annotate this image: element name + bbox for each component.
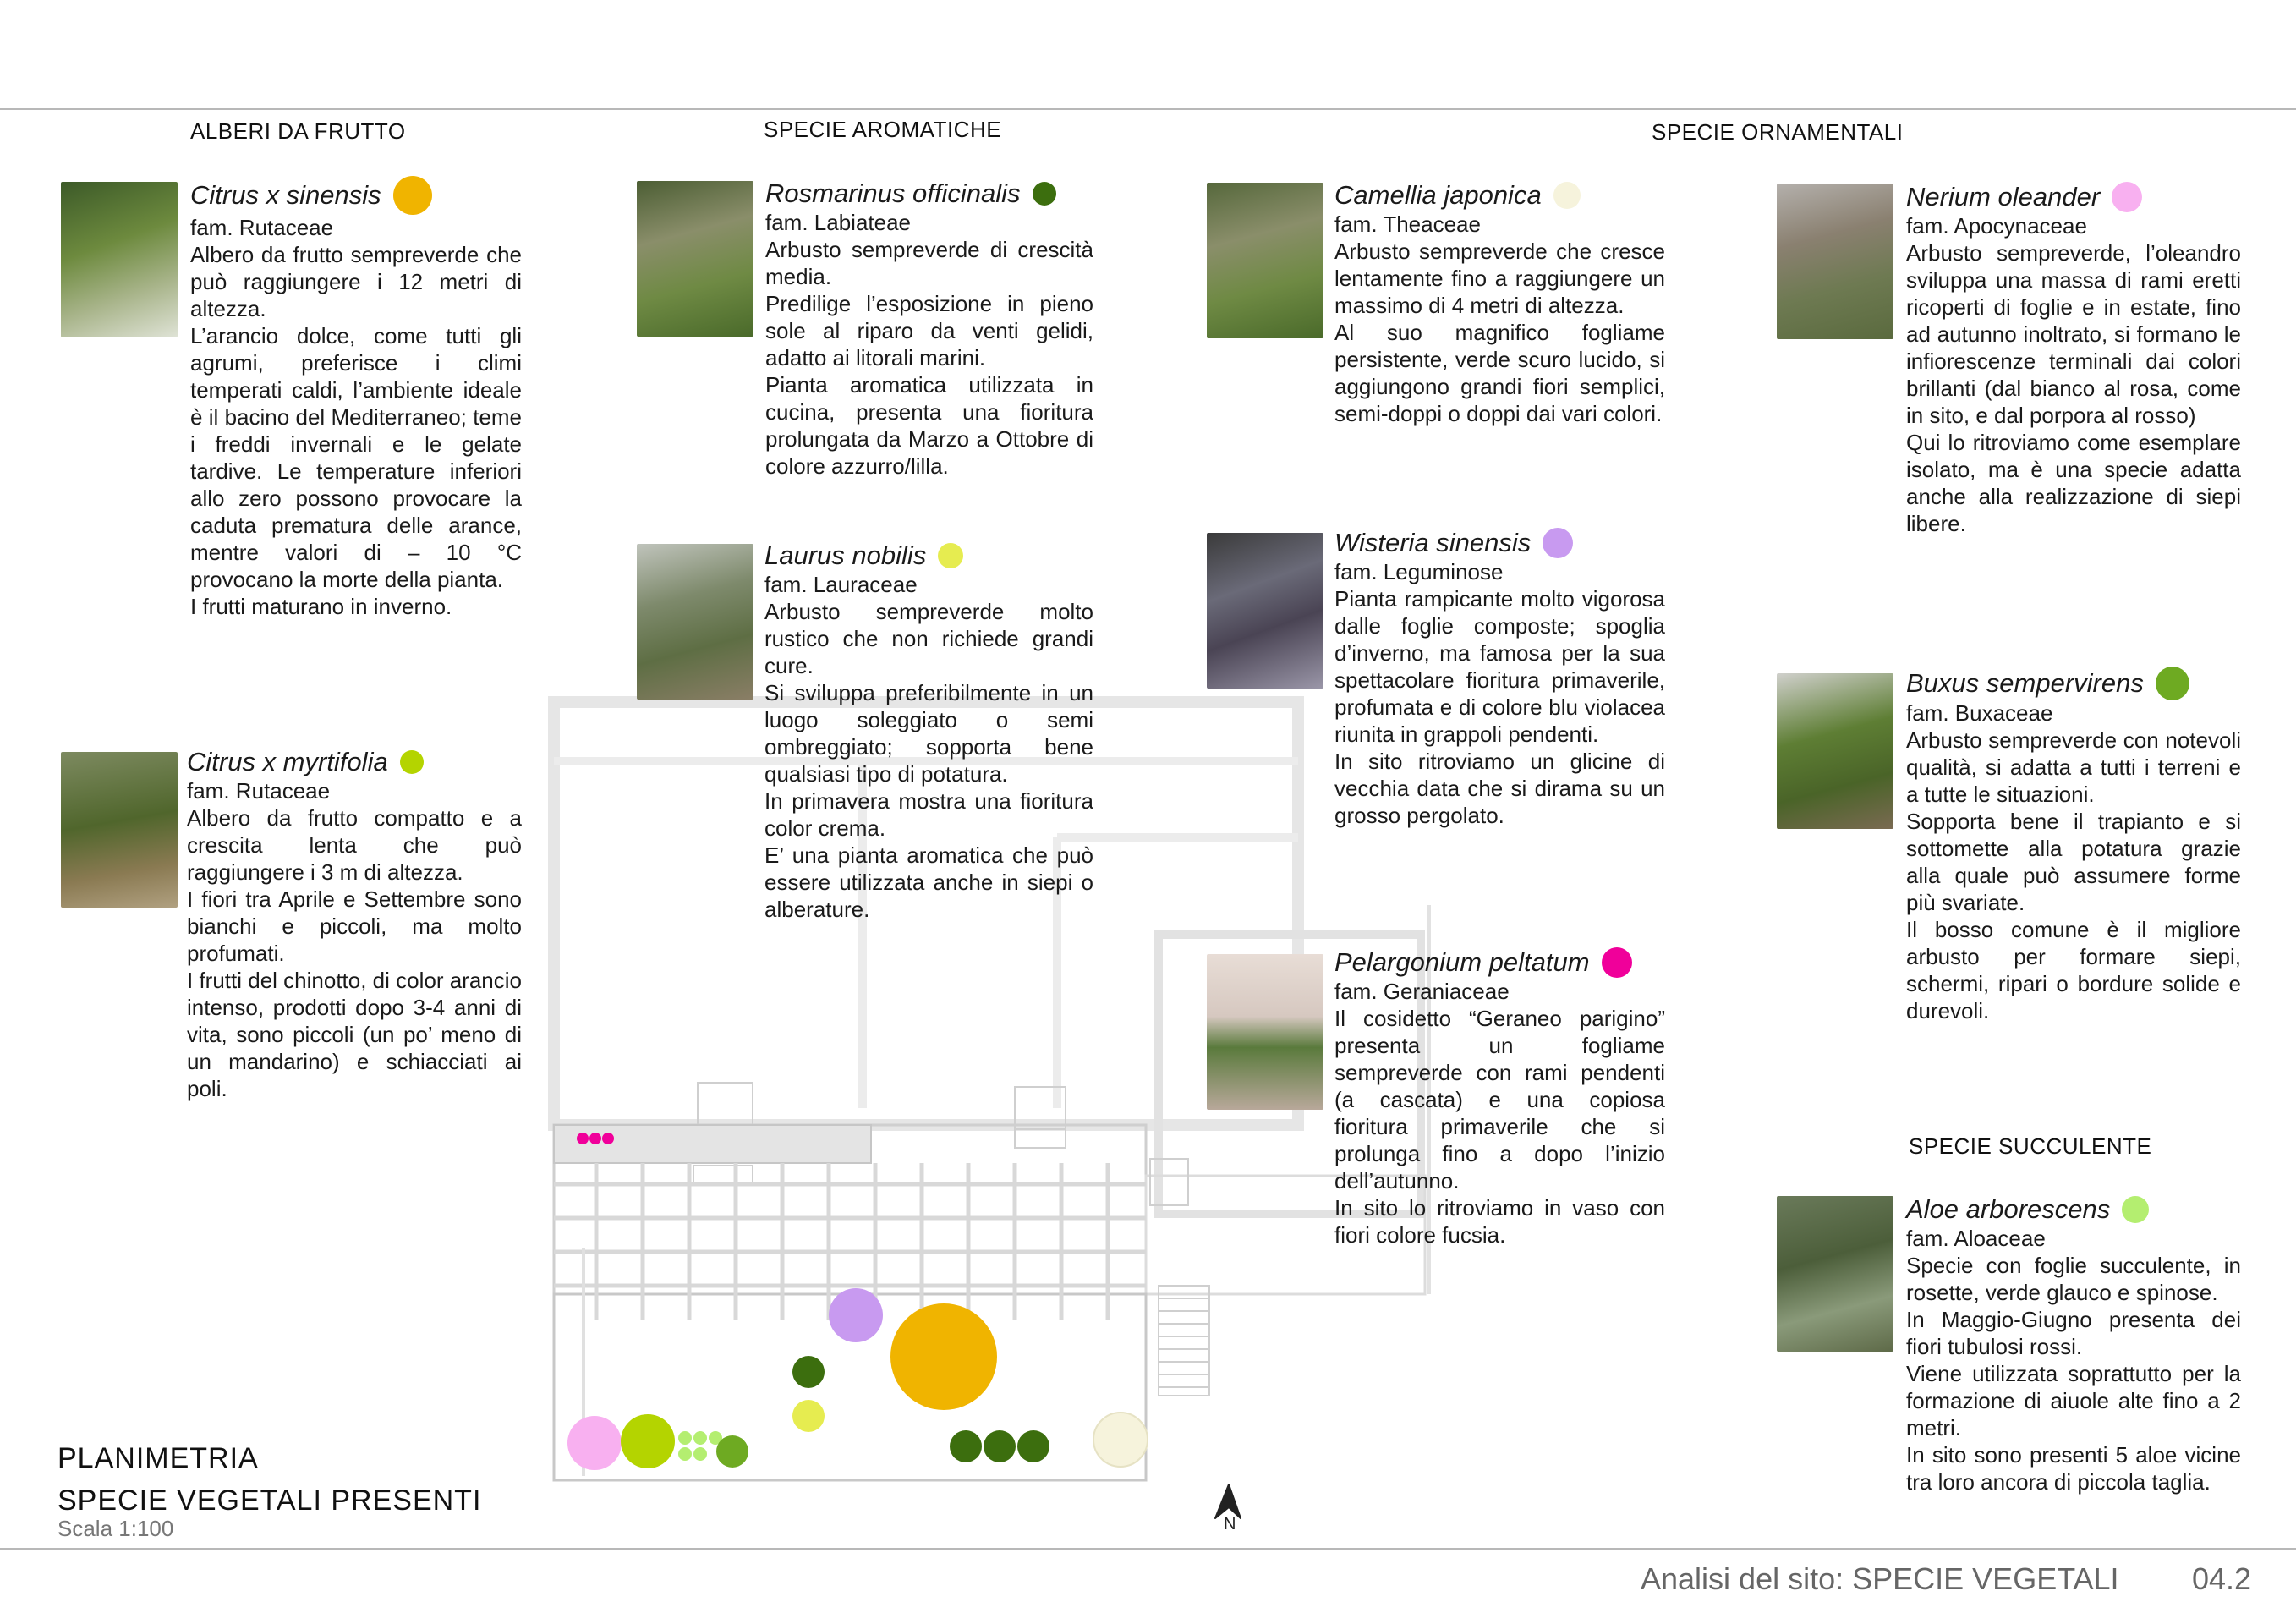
species-name: Buxus sempervirens bbox=[1906, 667, 2241, 700]
photo-citrus-sinensis bbox=[61, 182, 178, 337]
species-description: Arbusto sempreverde con notevoli qualità, si adatta a tutti i terreni e a tutte le situazioni. Sopporta bene il trapianto e si sottomette alla potatura grazie alla quale può assumere forme più svariate. Il bosso comune è il migliore arbusto per formare siepi, schermi, ripari o bordure solide e durevoli. bbox=[1906, 727, 2241, 1023]
entry-nerium bbox=[1906, 181, 2241, 537]
photo-wisteria bbox=[1207, 533, 1323, 689]
north-arrow-icon bbox=[1215, 1484, 1241, 1518]
entry-citrus-myrtifolia bbox=[187, 746, 522, 1102]
species-family: fam. Theaceae bbox=[1334, 211, 1481, 237]
species-description: Arbusto sempreverde che cresce lentamente fino a raggiungere un massimo di 4 metri di altezza. Al suo magnifico fogliame persistente, verde scuro lucido, si aggiungono grandi fiori semplici, semi-doppi o doppi dai vari colori. bbox=[1334, 239, 1665, 426]
species-name: Laurus nobilis bbox=[764, 540, 1093, 572]
species-name: Citrus x sinensis bbox=[190, 176, 522, 215]
color-dot-icon bbox=[400, 750, 424, 774]
color-dot-icon bbox=[2156, 667, 2189, 700]
photo-nerium bbox=[1777, 184, 1893, 339]
photo-pelargonium bbox=[1207, 954, 1323, 1110]
plan-title: PLANIMETRIA bbox=[58, 1442, 259, 1474]
entry-wisteria bbox=[1334, 527, 1665, 829]
plan-citrus-sinensis bbox=[890, 1303, 997, 1410]
photo-buxus bbox=[1777, 673, 1893, 829]
entry-laurus bbox=[764, 540, 1093, 923]
footer-label: Analisi del sito: SPECIE VEGETALI bbox=[1641, 1561, 2119, 1596]
species-family: fam. Apocynaceae bbox=[1906, 213, 2087, 239]
color-dot-icon bbox=[2122, 1196, 2149, 1223]
plan-laurus bbox=[792, 1400, 825, 1432]
species-description: Arbusto sempreverde di crescità media. Predilige l’esposizione in pieno sole al riparo da venti gelidi, adatto ai litorali marini. Pianta aromatica utilizzata in cucina, presenta una fioritura prolungata da Marzo a Ottobre di colore azzurro/lilla. bbox=[765, 237, 1093, 479]
species-description: Arbusto sempreverde molto rustico che non richiede grandi cure. Si sviluppa preferibilmente in un luogo soleggiato o semi ombreggiato; sopporta bene qualsiasi tipo di potatura. In primavera mostra una fioritura color crema. E’ una pianta aromatica che può essere utilizzata anche in siepi o alberature. bbox=[764, 599, 1093, 922]
color-dot-icon bbox=[1602, 947, 1632, 978]
species-family: fam. Leguminose bbox=[1334, 559, 1504, 584]
species-description: Albero da frutto compatto e a crescita lenta che può raggiungere i 3 m di altezza. I fiori tra Aprile e Settembre sono bianchi e piccoli, ma molto profumati. I frutti del chinotto, di color arancio intenso, prodotti dopo 3-4 anni di vita, sono piccoli (un po’ meno di un mandarino) e schiacciati ai poli. bbox=[187, 805, 522, 1101]
plan-citrus-myrtifolia bbox=[621, 1414, 675, 1468]
species-name: Pelargonium peltatum bbox=[1334, 946, 1665, 979]
plan-buxus bbox=[716, 1435, 748, 1468]
entry-rosmarinus bbox=[765, 178, 1093, 480]
color-dot-icon bbox=[2112, 182, 2142, 212]
plan-pelargonium bbox=[577, 1133, 589, 1144]
species-family: fam. Rutaceae bbox=[190, 215, 334, 240]
species-family: fam. Lauraceae bbox=[764, 572, 918, 597]
plan-camellia bbox=[1093, 1413, 1148, 1467]
photo-aloe bbox=[1777, 1196, 1893, 1352]
species-name: Citrus x myrtifolia bbox=[187, 746, 522, 778]
species-family: fam. Geraniaceae bbox=[1334, 979, 1510, 1004]
photo-camellia bbox=[1207, 183, 1323, 338]
plan-scale: Scala 1:100 bbox=[58, 1516, 174, 1541]
species-name: Wisteria sinensis bbox=[1334, 527, 1665, 559]
header-succulent: SPECIE SUCCULENTE bbox=[1909, 1133, 2152, 1159]
page-number: 04.2 bbox=[2192, 1561, 2252, 1596]
species-description: Il cosidetto “Geraneo parigino” presenta un fogliame sempreverde con rami pendenti (a cascata) e una copiosa fioritura primaverile che si prolunga fino a dopo l’inizio dell’autunno. In sito lo ritroviamo in vaso con fiori colore fucsia. bbox=[1334, 1006, 1665, 1248]
species-family: fam. Buxaceae bbox=[1906, 700, 2053, 726]
species-description: Albero da frutto sempreverde che può raggiungere i 12 metri di altezza. L’arancio dolce, come tutti gli agrumi, preferisce i climi temperati caldi, l’ambiente ideale è il bacino del Mediterraneo; teme i freddi invernali e le gelate tardive. Le temperature inferiori allo zero possono provocare la caduta prematura delle arance, mentre valori di – 10 °C provocano la morte della pianta. I frutti maturano in inverno. bbox=[190, 242, 522, 619]
species-description: Arbusto sempreverde, l’oleandro sviluppa una massa di rami eretti ricoperti di foglie e in estate, fino ad autunno inoltrato, si formano le infiorescenze terminali dai colori brillanti (dal bianco al rosa, come in sito, e dal porpora al rosso) Qui lo ritroviamo come esemplare isolato, ma è una specie adatta anche alla realizzazione di siepi libere. bbox=[1906, 240, 2241, 536]
photo-rosmarinus bbox=[637, 181, 753, 337]
color-dot-icon bbox=[938, 543, 963, 568]
species-name: Camellia japonica bbox=[1334, 179, 1665, 211]
header-aromatic: SPECIE AROMATICHE bbox=[764, 117, 1002, 142]
photo-citrus-myrtifolia bbox=[61, 752, 178, 908]
species-family: fam. Aloaceae bbox=[1906, 1226, 2046, 1251]
north-label: N bbox=[1224, 1515, 1236, 1533]
species-name: Nerium oleander bbox=[1906, 181, 2241, 213]
species-description: Pianta rampicante molto vigorosa dalle foglie composte; spoglia d’inverno, ma famosa per la sua spettacolare fioritura primaverile, profumata e di colore blu violacea riunita in grappoli pendenti. In sito ritroviamo un glicine di vecchia data che si dirama su un grosso pergolato. bbox=[1334, 586, 1665, 828]
color-dot-icon bbox=[1553, 182, 1581, 209]
plan-subtitle: SPECIE VEGETALI PRESENTI bbox=[58, 1484, 482, 1517]
species-description: Specie con foglie succulente, in rosette, verde glauco e spinose. In Maggio-Giugno presenta dei fiori tubulosi rossi. Viene utilizzata soprattutto per la formazione di aiuole alte fino a 2 metri. In sito sono presenti 5 aloe vicine tra loro ancora di piccola taglia. bbox=[1906, 1253, 2241, 1495]
species-name: Rosmarinus officinalis bbox=[765, 178, 1093, 210]
header-ornamental: SPECIE ORNAMENTALI bbox=[1652, 119, 1904, 145]
entry-camellia bbox=[1334, 179, 1665, 427]
entry-pelargonium bbox=[1334, 946, 1665, 1248]
plan-nerium bbox=[567, 1416, 622, 1470]
plan-rosmarinus bbox=[792, 1356, 825, 1388]
color-dot-icon bbox=[393, 176, 432, 215]
species-name: Aloe arborescens bbox=[1906, 1193, 2241, 1226]
color-dot-icon bbox=[1543, 528, 1573, 558]
species-family: fam. Rutaceae bbox=[187, 778, 331, 804]
header-fruit-trees: ALBERI DA FRUTTO bbox=[190, 118, 406, 144]
entry-buxus bbox=[1906, 667, 2241, 1024]
entry-citrus-sinensis bbox=[190, 176, 522, 620]
entry-aloe bbox=[1906, 1193, 2241, 1495]
plan-wisteria bbox=[829, 1288, 883, 1342]
species-family: fam. Labiateae bbox=[765, 210, 912, 235]
color-dot-icon bbox=[1033, 182, 1056, 206]
photo-laurus bbox=[637, 544, 753, 700]
